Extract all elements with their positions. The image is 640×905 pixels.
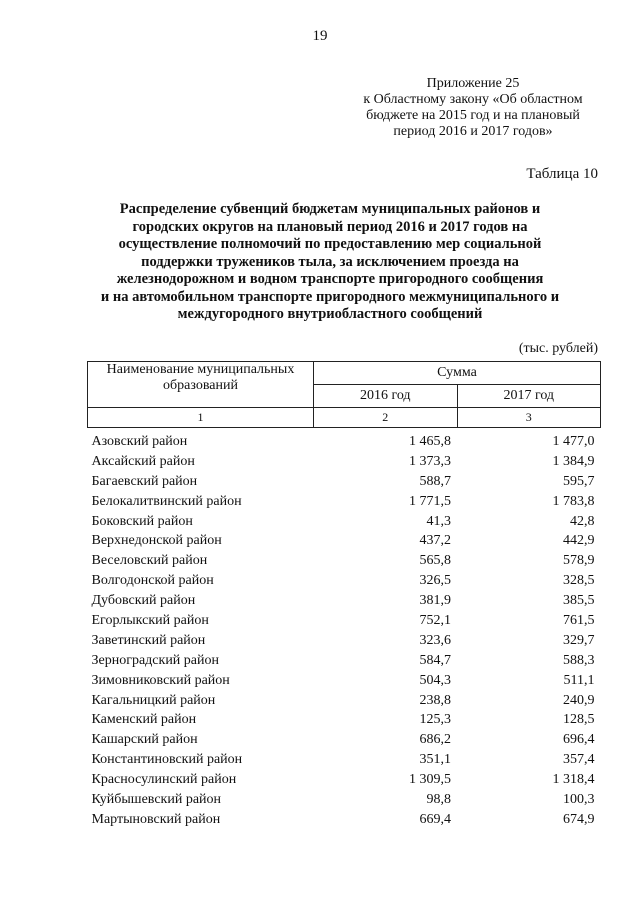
table-row: [88, 671, 601, 691]
district-name-cell: Егорлыкский район: [91, 612, 209, 628]
title-line: поддержки тружеников тыла, за исключением проезда на: [141, 253, 519, 270]
table-row: [88, 810, 601, 830]
table-row: [88, 531, 601, 551]
value-2016-cell: 1 771,5: [409, 493, 451, 509]
table-row: [88, 591, 601, 611]
column-header-2017: 2017 год: [457, 385, 601, 408]
table-row: [88, 492, 601, 512]
value-2016-cell: 98,8: [426, 791, 451, 807]
title-line: городских округов на плановый период 2016 и 2017 годов на: [132, 218, 528, 235]
district-name-cell: Аксайский район: [91, 453, 195, 469]
table-number: Таблица 10: [526, 166, 598, 182]
table-row: [88, 611, 601, 631]
value-2017-cell: 1 318,4: [552, 772, 595, 788]
table-row: [88, 512, 601, 532]
value-2016-cell: 588,7: [419, 473, 451, 489]
value-2016-cell: 323,6: [419, 632, 451, 648]
district-name-cell: Волгодонской район: [91, 573, 214, 589]
district-name-cell: Кашарский район: [91, 732, 198, 748]
district-name-cell: Белокалитвинский район: [91, 493, 242, 509]
table-row: [88, 651, 601, 671]
title-line: осуществление полномочий по предоставлению мер социальной: [118, 236, 542, 252]
table-body: [88, 428, 601, 830]
value-2017-cell: 674,9: [563, 811, 595, 827]
appendix-line: период 2016 и 2017 годов»: [393, 124, 553, 139]
appendix-line: Приложение 25: [426, 76, 520, 91]
value-2017-cell: 1 783,8: [552, 493, 595, 509]
district-name-cell: Зимовниковский район: [91, 672, 230, 688]
table-row: [88, 452, 601, 472]
value-2016-cell: 351,1: [419, 752, 451, 768]
table-row: [88, 472, 601, 492]
units-label: (тыс. рублей): [518, 341, 598, 356]
value-2017-cell: 442,9: [563, 533, 595, 549]
header-name-line: Наименование муниципальных: [106, 362, 295, 377]
title-line: Распределение субвенций бюджетам муниципальных районов и: [119, 201, 541, 217]
district-name-cell: Куйбышевский район: [91, 791, 222, 807]
value-2016-cell: 504,3: [419, 672, 451, 688]
value-2017-cell: 595,7: [563, 473, 595, 489]
value-2017-cell: 385,5: [563, 593, 595, 609]
value-2017-cell: 329,7: [563, 632, 595, 648]
value-2017-cell: 328,5: [563, 573, 595, 589]
table-row: [88, 691, 601, 711]
district-name-cell: Азовский район: [91, 433, 188, 449]
district-name-cell: Веселовский район: [91, 553, 208, 569]
district-name-cell: Константиновский район: [91, 752, 243, 768]
table-row: [88, 631, 601, 651]
appendix-line: к Областному закону «Об областном: [363, 92, 583, 107]
value-2016-cell: 238,8: [419, 692, 451, 708]
district-name-cell: Каменский район: [91, 712, 197, 728]
column-index: 1: [88, 408, 314, 428]
district-name-cell: Красносулинский район: [91, 772, 237, 788]
value-2016-cell: 125,3: [419, 712, 451, 728]
district-name-cell: Багаевский район: [91, 473, 198, 489]
table-row: [88, 571, 601, 591]
document-title: [60, 201, 600, 324]
value-2017-cell: 357,4: [563, 752, 595, 768]
value-2017-cell: 128,5: [563, 712, 595, 728]
value-2016-cell: 437,2: [419, 533, 451, 549]
value-2017-cell: 1 384,9: [552, 453, 595, 469]
table-row: [88, 750, 601, 770]
column-header-2016: 2016 год: [314, 385, 458, 408]
value-2016-cell: 381,9: [419, 593, 451, 609]
title-line: железнодорожном и водном транспорте пригородного сообщения: [116, 271, 544, 287]
district-name-cell: Верхнедонской район: [91, 533, 222, 549]
value-2016-cell: 686,2: [419, 732, 451, 748]
value-2016-cell: 41,3: [426, 513, 451, 529]
district-name-cell: Зерноградский район: [91, 652, 219, 668]
table-row: [88, 551, 601, 571]
appendix-note: [342, 76, 604, 140]
district-name-cell: Мартыновский район: [91, 811, 221, 827]
value-2016-cell: 565,8: [419, 553, 451, 569]
value-2017-cell: 42,8: [570, 513, 595, 529]
table-row: [88, 770, 601, 790]
value-2016-cell: 1 309,5: [409, 772, 451, 788]
table-row: [88, 730, 601, 750]
value-2017-cell: 240,9: [563, 692, 595, 708]
value-2017-cell: 511,1: [563, 672, 595, 688]
title-line: и на автомобильном транспорте пригородного межмуниципального и: [100, 288, 560, 305]
district-name-cell: Кагальницкий район: [91, 692, 216, 708]
column-index: 2: [314, 408, 458, 428]
value-2017-cell: 761,5: [563, 612, 595, 628]
value-2017-cell: 100,3: [563, 791, 595, 807]
value-2016-cell: 669,4: [419, 811, 451, 827]
column-header-sum: Сумма: [314, 362, 601, 385]
table-row: [88, 790, 601, 810]
page-number: 19: [312, 28, 328, 44]
value-2017-cell: 588,3: [563, 652, 595, 668]
table-row: [88, 428, 601, 452]
value-2016-cell: 752,1: [419, 612, 451, 628]
table-header: [88, 362, 601, 428]
district-name-cell: Боковский район: [91, 513, 193, 529]
table-row: [88, 710, 601, 730]
value-2016-cell: 326,5: [419, 573, 451, 589]
column-header-name: [88, 362, 314, 408]
value-2017-cell: 696,4: [563, 732, 595, 748]
header-name-line: образований: [163, 378, 238, 393]
appendix-line: бюджете на 2015 год и на плановый: [366, 108, 580, 123]
district-name-cell: Заветинский район: [91, 632, 206, 648]
subvention-table: [87, 361, 601, 830]
district-name-cell: Дубовский район: [91, 593, 196, 609]
value-2017-cell: 578,9: [563, 553, 595, 569]
column-index: 3: [457, 408, 601, 428]
value-2016-cell: 1 373,3: [409, 453, 451, 469]
title-line: междугородного внутриобластного сообщений: [177, 306, 483, 322]
value-2016-cell: 584,7: [419, 652, 451, 668]
value-2016-cell: 1 465,8: [409, 433, 451, 449]
value-2017-cell: 1 477,0: [552, 433, 595, 449]
